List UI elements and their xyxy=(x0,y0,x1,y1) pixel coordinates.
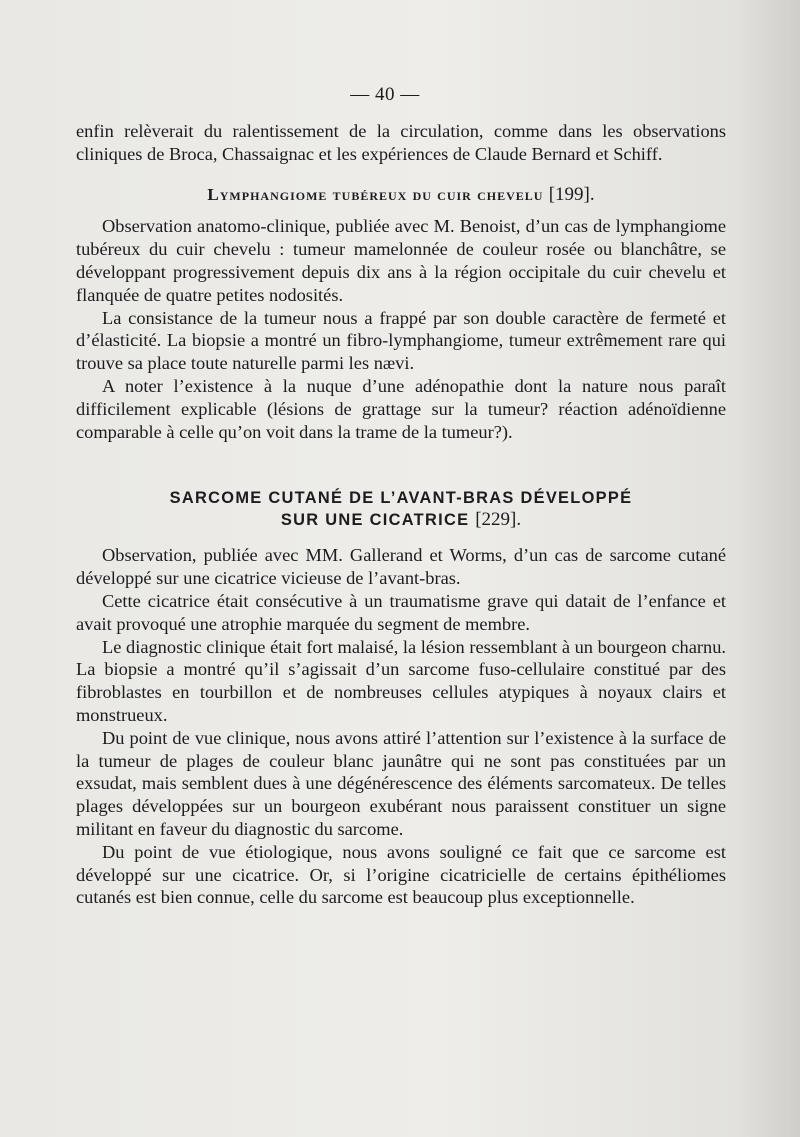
paragraph: Observation, publiée avec MM. Gallerand et Worms, d’un cas de sarcome cutané développé sur une cicatrice vicieuse de l’avant-bras. xyxy=(76,545,726,589)
paragraph: La consistance de la tumeur nous a frappé par son double caractère de fermeté et d’élasticité. La biopsie a montré un fibro-lymphangiome, tumeur extrêmement rare qui trouve sa place toute naturelle parmi les nævi. xyxy=(76,307,726,374)
page-number: — 40 — xyxy=(350,84,420,105)
reference-number: [199]. xyxy=(548,183,595,205)
section-heading-lymphangiome xyxy=(76,184,726,207)
section-heading-sarcome xyxy=(76,487,726,531)
section-title: Lymphangiome tubéreux du cuir chevelu xyxy=(207,184,544,204)
section-title-line-2 xyxy=(76,509,726,531)
paragraph: Cette cicatrice était consécutive à un traumatisme grave qui datait de l’enfance et avait provoqué une atrophie marquée du segment de membre. xyxy=(76,590,726,634)
paragraph: Du point de vue étiologique, nous avons souligné ce fait que ce sarcome est développé sur une cicatrice. Or, si l’origine cicatricielle de certains épithéliomes cutanés est bien connue, celle du sarcome est beaucoup plus exceptionnelle. xyxy=(76,841,726,908)
paragraph: Du point de vue clinique, nous avons attiré l’attention sur l’existence à la surface de la tumeur de plages de couleur blanc jaunâtre qui ne sont pas constituées par un exsudat, mais semblent dues à une dégénérescence des éléments sarcomateux. De telles plages développées sur un bourgeon exubérant nous paraissent constituer un signe militant en faveur du diagnostic du sarcome. xyxy=(76,727,726,839)
paragraph: Observation anatomo-clinique, publiée avec M. Benoist, d’un cas de lymphangiome tubéreux du cuir chevelu : tumeur mamelonnée de couleur rosée ou blanchâtre, se développant progressivement depuis dix ans à la région occipitale du cuir chevelu et flanquée de quatre petites nodosités. xyxy=(76,216,726,305)
section-title-line-1: SARCOME CUTANÉ DE L’AVANT-BRAS DÉVELOPPÉ xyxy=(169,489,633,508)
section-title: SUR UNE CICATRICE xyxy=(280,511,470,530)
intro-paragraph: enfin relèverait du ralentissement de la circulation, comme dans les observations cliniques de Broca, Chassaignac et les expériences de Claude Bernard et Schiff. xyxy=(76,121,726,164)
page-body xyxy=(76,120,726,909)
reference-number: [229]. xyxy=(475,509,522,531)
paragraph: Le diagnostic clinique était fort malaisé, la lésion ressemblant à un bourgeon charnu. La biopsie a montré qu’il s’agissait d’un sarcome fuso-cellulaire constitué par des fibroblastes en tourbillon et de nombreuses cellules atypiques à noyaux clairs et monstrueux. xyxy=(76,636,726,725)
paragraph: A noter l’existence à la nuque d’une adénopathie dont la nature nous paraît difficilement explicable (lésions de grattage sur la tumeur? réaction adénoïdienne comparable à celle qu’on voit dans la trame de la tumeur?). xyxy=(76,375,726,442)
